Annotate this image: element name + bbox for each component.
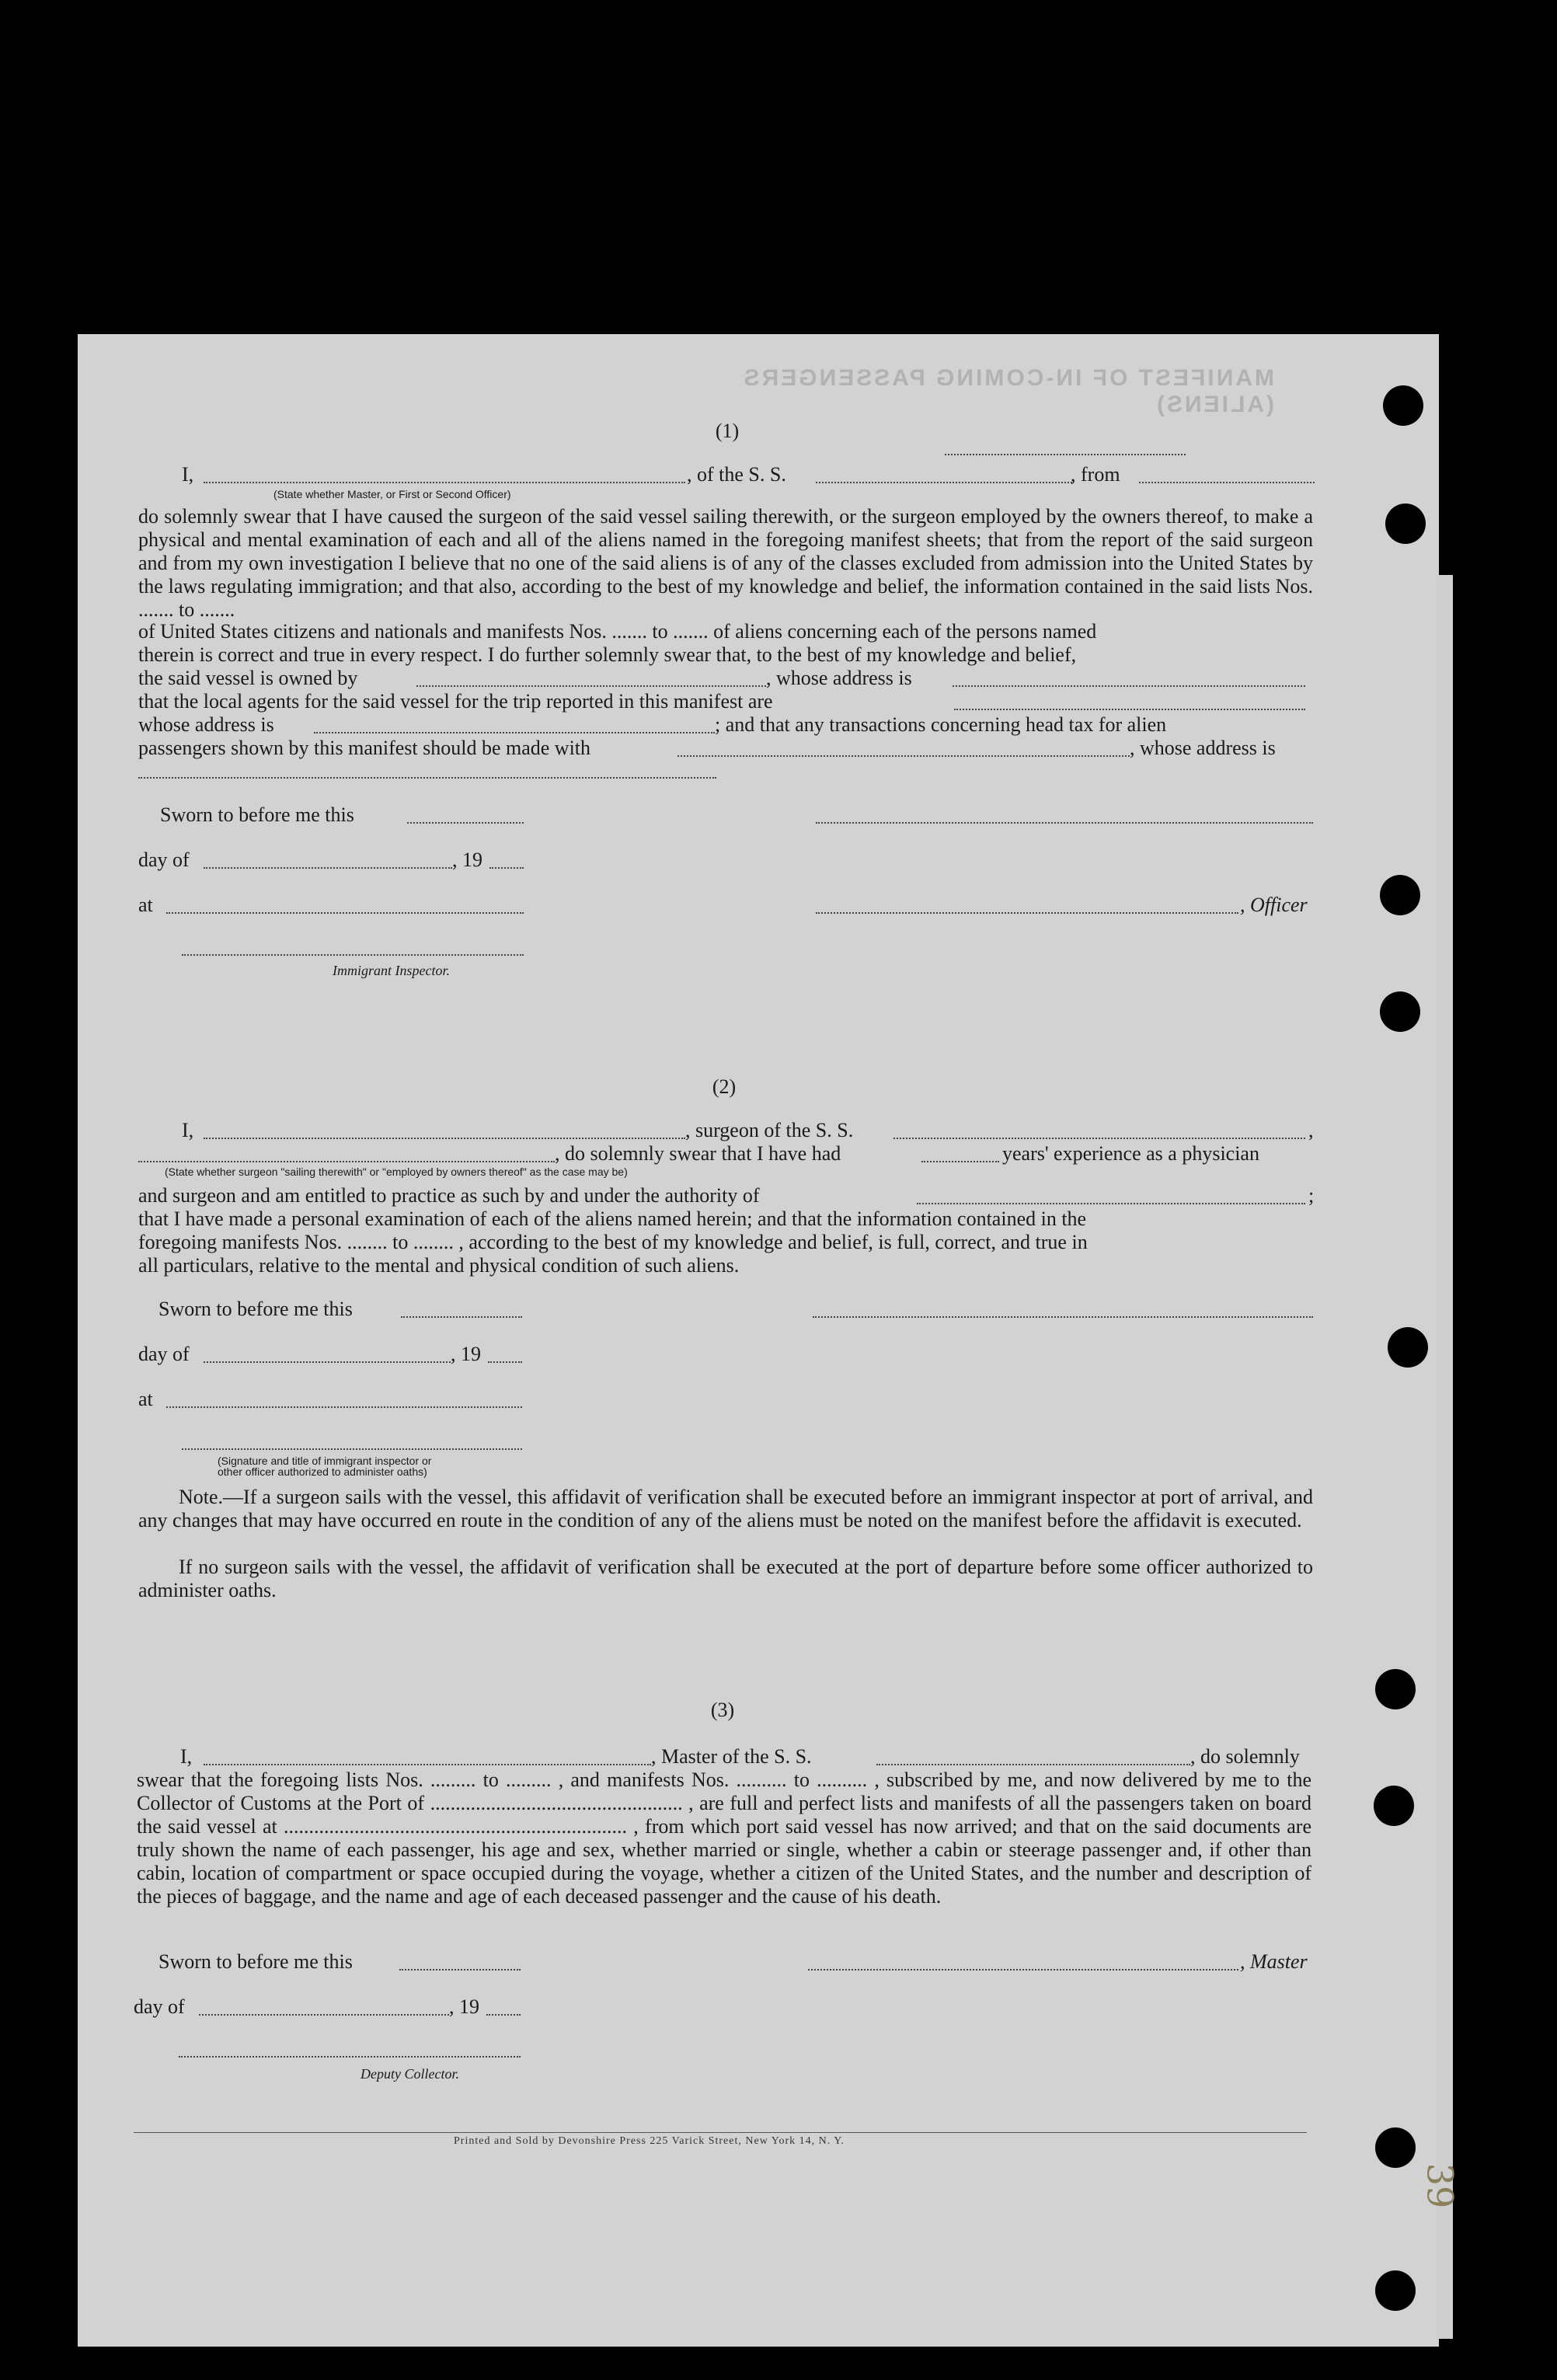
s1-paragraph: do solemnly swear that I have caused the surgeon of the said vessel sailing therewith, or the surgeon employed by the owners thereof, to make a physical and mental examination of each and all of the aliens named in the foregoing manifest sheets; that from the report of the said surgeon and from my own investigation I believe that no one of the said aliens is of any of the classes excluded from admission into the United States by the laws regulating immigration; and that also, according to the best of my knowledge and belief, the information contained in the said lists Nos. ....... to ....... xyxy=(138,505,1313,621)
s1-agents-field xyxy=(954,709,1305,710)
s2-years: years' experience as a physician xyxy=(1002,1142,1259,1165)
s1-line-owned: the said vessel is owned by xyxy=(138,667,358,689)
s2-swear: , do solemnly swear that I have had xyxy=(555,1142,841,1165)
s1-of-ss: , of the S. S. xyxy=(687,463,786,486)
binder-hole xyxy=(1388,1327,1428,1368)
s1-at: at xyxy=(138,894,153,916)
s2-year-field xyxy=(488,1361,522,1363)
s3-i: I, xyxy=(180,1745,193,1768)
binder-hole xyxy=(1380,875,1420,915)
binder-hole xyxy=(1375,1669,1416,1709)
s2-i: I, xyxy=(182,1119,194,1141)
s3-year-field xyxy=(486,2014,521,2016)
s1-line-correct: therein is correct and true in every respect. I do further solemnly swear that, to the best of my knowledge and belief, xyxy=(138,643,1077,666)
bleed-through-text: MANIFEST OF IN-COMING PASSENGERS (ALIENS) xyxy=(741,365,1274,417)
s1-officer-note: (State whether Master, or First or Second Officer) xyxy=(273,488,511,500)
s1-officer: , Officer xyxy=(1240,894,1308,916)
s2-semicolon: ; xyxy=(1308,1184,1315,1207)
s2-line4: that I have made a personal examination of each of the aliens named herein; and that the information contained in the xyxy=(138,1207,1087,1230)
s1-line-citizens: of United States citizens and nationals and manifests Nos. ....... to ....... of aliens concerning each of the persons named xyxy=(138,620,1097,643)
s3-day-of: day of xyxy=(134,1995,185,2018)
footer-printer: Printed and Sold by Devonshire Press 225 Varick Street, New York 14, N. Y. xyxy=(454,2135,845,2147)
section-3-number: (3) xyxy=(710,1699,735,1721)
s3-collector: Deputy Collector. xyxy=(361,2066,459,2082)
s1-year: , 19 xyxy=(452,849,482,871)
s1-day-of: day of xyxy=(138,849,190,871)
s2-sworn: Sworn to before me this xyxy=(158,1298,353,1320)
s1-sworn: Sworn to before me this xyxy=(160,803,354,826)
s3-master-sign: , Master xyxy=(1240,1950,1308,1973)
s2-sign-field xyxy=(813,1316,1313,1318)
s2-comma: , xyxy=(1308,1119,1314,1141)
s2-inspector-field xyxy=(182,1448,522,1450)
s3-day-field xyxy=(199,2014,449,2016)
s1-sign-field xyxy=(816,822,1313,824)
s3-sign-field xyxy=(808,1969,1238,1971)
s2-year: , 19 xyxy=(451,1343,481,1365)
s1-inspector: Immigrant Inspector. xyxy=(333,963,450,978)
s1-passengers-addr: , whose address is xyxy=(1130,737,1276,759)
footer-rule xyxy=(134,2132,1307,2133)
s1-name-field xyxy=(204,482,685,483)
s1-inspector-field xyxy=(182,954,524,956)
s2-authority-field xyxy=(917,1203,1305,1204)
s2-line5: foregoing manifests Nos. ........ to ........ , according to the best of my knowledge and belief, is full, correct, and true in xyxy=(138,1231,1088,1253)
s2-ship-field xyxy=(893,1138,1305,1139)
s2-note-2: If no surgeon sails with the vessel, the affidavit of verification shall be executed at the port of departure before some officer authorized to administer oaths. xyxy=(138,1556,1313,1601)
s2-day-field xyxy=(204,1361,451,1363)
pencil-mark: 39 xyxy=(1419,2162,1461,2209)
s1-from-field xyxy=(1139,482,1315,483)
s2-sig-note-2: other officer authorized to administer oaths) xyxy=(218,1465,427,1478)
s2-years-field xyxy=(921,1161,999,1162)
section-1-number: (1) xyxy=(715,420,740,442)
s1-line-passengers: passengers shown by this manifest should be made with xyxy=(138,737,591,759)
s1-officer-field xyxy=(816,912,1238,914)
s1-sworn-field xyxy=(407,822,524,824)
s2-line3: and surgeon and am entitled to practice as such by and under the authority of xyxy=(138,1184,760,1207)
s2-line6: all particulars, relative to the mental and physical condition of such aliens. xyxy=(138,1254,740,1277)
s2-sworn-field xyxy=(401,1316,522,1318)
s2-name-field xyxy=(204,1138,685,1139)
s1-whose-field xyxy=(314,732,715,734)
s2-at-field xyxy=(166,1406,522,1408)
s1-passengers-field xyxy=(677,755,1130,757)
s3-paragraph: swear that the foregoing lists Nos. ......... to ......... , and manifests Nos. .......... to .......... , subscribed by me, and now delivered by me to the Collector of Customs at the Port of .................................................. , are full and perfect lists and manifests of all the passengers taken on board the said vessel at .................................................................... , from which port said vessel has now arrived; and that on the said documents are truly shown the name of each passenger, his age and sex, whether married or single, whether a cabin or steerage passenger and, if other than cabin, location of compartment or space occupied during the voyage, whether a citizen of the United States, and the number and description of the pieces of baggage, and the name and age of each deceased passenger and the cause of his death. xyxy=(137,1768,1311,1908)
binder-hole xyxy=(1374,1786,1414,1826)
s3-collector-field xyxy=(179,2056,521,2058)
binder-hole xyxy=(1380,991,1420,1032)
s1-at-field xyxy=(166,912,524,914)
s3-sworn: Sworn to before me this xyxy=(158,1950,353,1973)
s1-year-field xyxy=(489,867,524,869)
s3-swear: , do solemnly xyxy=(1190,1745,1300,1768)
page-edge xyxy=(1436,575,1453,2339)
s3-master: , Master of the S. S. xyxy=(651,1745,812,1768)
s3-year: , 19 xyxy=(449,1995,479,2018)
binder-hole xyxy=(1383,385,1423,426)
binder-hole xyxy=(1375,2127,1416,2168)
s3-ship-field xyxy=(876,1764,1190,1765)
s2-surgeon-field xyxy=(138,1161,555,1162)
s1-passengers-addr-field xyxy=(138,777,716,779)
binder-hole xyxy=(1375,2270,1416,2311)
s2-surgeon-note: (State whether surgeon "sailing therewith" or "employed by owners thereof" as the case may be) xyxy=(165,1166,628,1178)
s3-sworn-field xyxy=(399,1969,521,1971)
s1-line-agents: that the local agents for the said vessel for the trip reported in this manifest are xyxy=(138,690,773,713)
binder-hole xyxy=(1385,504,1426,544)
s2-surgeon: , surgeon of the S. S. xyxy=(685,1119,854,1141)
s1-ship-field xyxy=(816,482,1072,483)
s1-from: , from xyxy=(1071,463,1120,486)
s1-day-field xyxy=(204,867,452,869)
s2-note-1: Note.—If a surgeon sails with the vessel, this affidavit of verification shall be executed before an immigrant inspector at port of arrival, and any changes that may have occurred en route in the condition of any of the aliens must be noted on the manifest before the affidavit is executed. xyxy=(138,1486,1313,1531)
s1-owner-addr-field xyxy=(953,685,1305,687)
s1-line-whose: whose address is xyxy=(138,713,274,736)
s1-owner-addr: , whose address is xyxy=(766,667,912,689)
s1-i: I, xyxy=(182,463,194,486)
section-2-number: (2) xyxy=(712,1075,737,1098)
s1-top-field xyxy=(945,454,1186,455)
s1-owner-field xyxy=(416,685,766,687)
s1-line-transactions: ; and that any transactions concerning head tax for alien xyxy=(715,713,1167,736)
s2-sig-note-1: (Signature and title of immigrant inspector or xyxy=(218,1455,432,1467)
s2-at: at xyxy=(138,1388,153,1410)
s2-day-of: day of xyxy=(138,1343,190,1365)
s3-name-field xyxy=(204,1764,651,1765)
